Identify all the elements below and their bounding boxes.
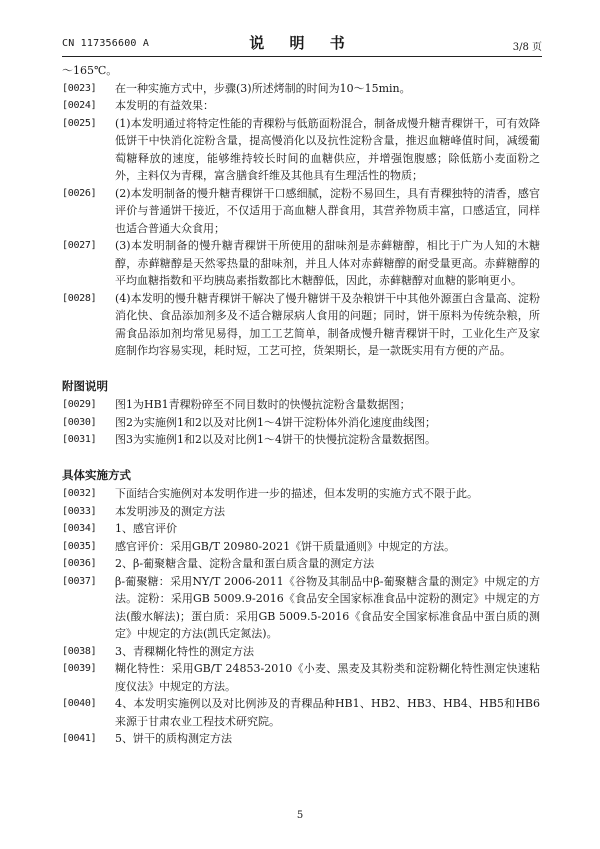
paragraph <box>62 431 540 449</box>
paragraph-number: [0039] <box>62 663 97 674</box>
paragraph <box>62 503 540 521</box>
paragraph-number: [0041] <box>62 733 97 744</box>
paragraph-text: 2、β-葡聚糖含量、淀粉含量和蛋白质含量的测定方法 <box>115 557 375 570</box>
paragraph <box>62 538 540 556</box>
paragraph-text: 在一种实施方式中，步骤(3)所述烤制的时间为10～15min。 <box>115 81 411 95</box>
paragraph <box>62 97 540 115</box>
paragraph-number: [0023] <box>62 82 97 94</box>
section-heading-figures: 附图说明 <box>62 378 108 393</box>
paragraph <box>62 695 540 730</box>
paragraph-text: (4)本发明的慢升糖青稞饼干解决了慢升糖饼干及杂粮饼干中其他外源蛋白含量高、淀粉消化快、食品添加剂多及不适合糖尿病人食用的问题；同时，饼干原料为传统杂粮，所需食品添加剂均常见易得，加工工艺简单，制备成慢升糖青稞饼干时，工业化生产及家庭制作均容易实现，耗时短，工艺可控，货架期长，是一款既实用有方便的产品。 <box>115 291 540 357</box>
paragraph-text: 本发明涉及的测定方法 <box>115 504 225 518</box>
paragraph-number: [0032] <box>62 488 97 499</box>
paragraph <box>62 730 540 748</box>
paragraph-text: (1)本发明通过将特定性能的青稞粉与低筋面粉混合，制备成慢升糖青稞饼干，可有效降低饼干中快消化淀粉含量，提高慢消化以及抗性淀粉含量，推迟血糖峰值时间，减缓葡萄糖释放的速度，能够维持较长时间的血糖供应，并增强饱腹感；除低筋小麦面粉之外，主料仅为青稞，富含膳食纤维及其他具有生理活性的物质； <box>115 116 540 182</box>
page-number: 5 <box>296 810 304 821</box>
paragraph-number: [0029] <box>62 399 97 410</box>
paragraph <box>62 414 540 432</box>
section-heading-embodiments: 具体实施方式 <box>62 467 131 482</box>
paragraph-number: [0026] <box>62 187 97 199</box>
paragraph-number: [0031] <box>62 434 97 445</box>
paragraph-number: [0027] <box>62 240 97 251</box>
page-indicator: 3/8 页 <box>512 42 542 53</box>
paragraph-number: [0035] <box>62 540 97 552</box>
paragraph <box>62 573 540 643</box>
header-rule <box>62 56 542 57</box>
paragraph <box>62 237 540 290</box>
paragraph-group-figures <box>62 396 540 449</box>
paragraph <box>62 290 540 360</box>
paragraph-number: [0038] <box>62 645 97 657</box>
paragraph-text: 图3为实施例1和2以及对比例1～4饼干的快慢抗淀粉含量数据图。 <box>115 433 436 446</box>
paragraph-text: 1、感官评价 <box>115 522 177 535</box>
document-title: 说 明 书 <box>249 34 355 52</box>
paragraph-text: (3)本发明制备的慢升糖青稞饼干所使用的甜味剂是赤藓糖醇，相比于广为人知的木糖醇，赤藓糖醇是天然零热量的甜味剂，并且人体对赤藓糖醇的耐受量更高。赤藓糖醇的平均血糖指数和平均胰岛素指数都比木糖醇低，因此，赤藓糖醇对血糖的影响更小。 <box>115 239 540 287</box>
paragraph <box>62 520 540 538</box>
paragraph-text: β-葡聚糖：采用NY/T 2006-2011《谷物及其制品中β-葡聚糖含量的测定》中规定的方法。淀粉：采用GB 5009.9-2016《食品安全国家标准食品中淀粉的测定》中规定的方法(酸水解法)；蛋白质：采用GB 5009.5-2016《食品安全国家标准食品中蛋白质的测定》中规定的方法(凯氏定氮法)。 <box>115 574 540 640</box>
paragraph-text: 4、本发明实施例以及对比例涉及的青稞品种HB1、HB2、HB3、HB4、HB5和HB6来源于甘肃农业工程技术研究院。 <box>115 697 540 728</box>
paragraph-text: 糊化特性：采用GB/T 24853-2010《小麦、黑麦及其粉类和淀粉糊化特性测定快速粘度仪法》中规定的方法。 <box>115 662 540 693</box>
paragraph-text: 下面结合实施例对本发明作进一步的描述，但本发明的实施方式不限于此。 <box>115 487 478 500</box>
paragraph <box>62 396 540 414</box>
paragraph-text: 5、饼干的质构测定方法 <box>115 732 232 745</box>
paragraph-text: 图2为实施例1和2以及对比例1～4饼干淀粉体外消化速度曲线图； <box>115 415 436 429</box>
paragraph-text: 本发明的有益效果： <box>115 99 214 112</box>
paragraph-number: [0025] <box>62 117 97 129</box>
paragraph-group-embodiments <box>62 485 540 748</box>
paragraph-number: [0028] <box>62 292 97 304</box>
paragraph <box>62 555 540 573</box>
paragraph-text: 3、青稞糊化特性的测定方法 <box>115 644 254 658</box>
paragraph-number: [0036] <box>62 558 97 569</box>
paragraph-text: 图1为HB1青稞粉碎至不同目数时的快慢抗淀粉含量数据图； <box>115 398 411 411</box>
paragraph <box>62 80 540 98</box>
paragraph <box>62 485 540 503</box>
paragraph-number: [0030] <box>62 416 97 428</box>
continued-line: ～165℃。 <box>62 64 118 77</box>
paragraph-text: (2)本发明制备的慢升糖青稞饼干口感细腻，淀粉不易回生，具有青稞独特的清香，感官评价与普通饼干接近，不仅适用于高血糖人群食用，其营养物质丰富，口感适宜，同样也适合普通大众食用； <box>115 186 540 235</box>
document-body <box>62 62 540 748</box>
paragraph-number: [0033] <box>62 505 97 517</box>
paragraph <box>62 115 540 185</box>
paragraph-number: [0037] <box>62 575 97 587</box>
paragraph <box>62 185 540 238</box>
publication-number: CN 117356600 A <box>62 38 150 49</box>
paragraph <box>62 643 540 661</box>
page-header <box>62 32 542 54</box>
paragraph-group-effects <box>62 80 540 360</box>
paragraph <box>62 660 540 695</box>
paragraph-text: 感官评价：采用GB/T 20980-2021《饼干质量通则》中规定的方法。 <box>115 539 456 553</box>
paragraph-number: [0034] <box>62 523 97 534</box>
paragraph-number: [0024] <box>62 100 97 111</box>
paragraph-number: [0040] <box>62 698 97 709</box>
